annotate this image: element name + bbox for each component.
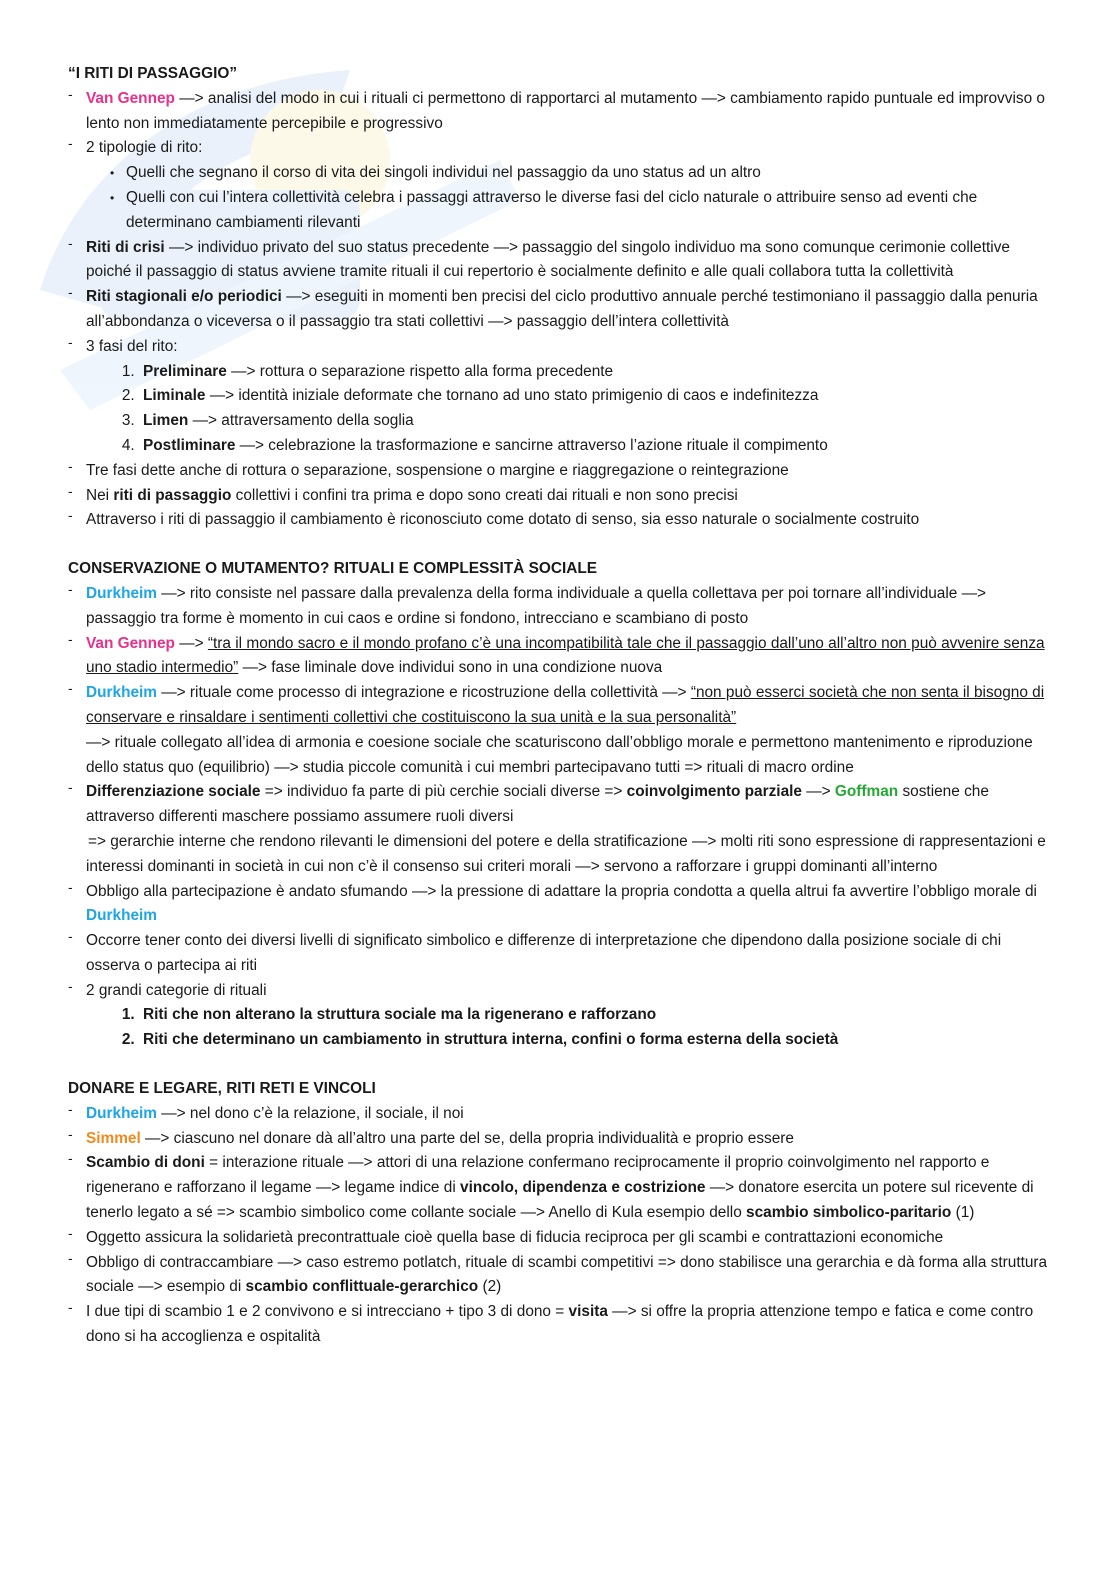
item-text: —> rituale come processo di integrazione e ricostruzione della collettività —> <box>157 684 691 702</box>
item-text: => gerarchie interne che rendono rilevanti le dimensioni del potere e della stratificazione —> molti riti sono espressione di rappresentazioni e interessi dominanti in società in cui non c’è il consenso sui criteri morali —> servono a rafforzare i gruppi dominanti all’interno <box>86 832 1046 875</box>
list-item <box>68 484 1053 509</box>
term: Postliminare <box>143 436 236 454</box>
item-text: —> <box>801 783 835 801</box>
section-title: DONARE E LEGARE, RITI RETI E VINCOLI <box>68 1080 376 1098</box>
item-text: —> rottura o separazione rispetto alla forma precedente <box>226 362 614 380</box>
term: visita <box>568 1303 608 1321</box>
item-text: Nei <box>86 486 114 504</box>
bullet-list <box>68 582 1053 1053</box>
quote: “non può esserci società che non senta il bisogno di conservare e rinsaldare i sentimenti collettivi che costituiscono la sua unità e la sua personalità” <box>86 684 1045 726</box>
list-item <box>68 285 1053 335</box>
item-text: —> individuo privato del suo status precedente —> passaggio del singolo individuo ma sono comunque cerimonie collettive poiché il passaggio di status avviene tramite rituali il cui repertorio è socialmente definito e alle quali collabora tutta la collettività <box>86 238 1010 281</box>
item-text: = interazione rituale —> attori di una relazione confermano reciprocamente il proprio coinvolgimento nel rapporto e rigenerano e rafforzano il legame —> legame indice di <box>86 1154 990 1197</box>
item-text: Obbligo alla partecipazione è andato sfumando —> la pressione di adattare la propria condotta a quella altrui fa avvertire l’obbligo morale di <box>86 882 1037 900</box>
list-item <box>68 136 1053 235</box>
item-text: (1) <box>951 1204 975 1222</box>
item-text: —> si offre la propria attenzione tempo e fatica e come contro dono si ha accoglienza e ospitalità <box>86 1303 1034 1346</box>
term: Riti stagionali e/o periodici <box>86 288 282 306</box>
sub-item: • Quelli con cui l’intera collettività celebra i passaggi attraverso le diverse fasi del ciclo naturale o attribuire senso ad eventi che determinano cambiamenti rilevanti <box>108 186 1053 236</box>
author-name: Durkheim <box>86 684 157 702</box>
list-item <box>68 880 1053 930</box>
list-item <box>68 335 1053 459</box>
sub-item: • Quelli che segnano il corso di vita dei singoli individui nel passaggio da uno status ad un altro <box>108 161 1053 186</box>
item-text: —> celebrazione la trasformazione e sancirne attraverso l’azione rituale il compimento <box>235 436 828 454</box>
list-item: - Occorre tener conto dei diversi livelli di significato simbolico e differenze di interpretazione che dipendono dalla posizione sociale di chi osserva o partecipa ai riti <box>68 929 1053 979</box>
section-title: CONSERVAZIONE O MUTAMENTO? RITUALI E COMPLESSITÀ SOCIALE <box>68 560 597 578</box>
bullet-list <box>68 87 1053 533</box>
item-text: => individuo fa parte di più cerchie sociali diverse => <box>260 783 627 801</box>
phase-item <box>139 384 1053 409</box>
list-item <box>68 780 1053 879</box>
quote: “tra il mondo sacro e il mondo profano c’è una incompatibilità tale che il passaggio dall’uno all’altro non può avvenire senza uno stadio intermedio” <box>86 634 1045 677</box>
item-text: sostiene che attraverso differenti maschere possiamo assumere ruoli diversi <box>86 783 989 826</box>
item-text: 2 grandi categorie di rituali <box>86 981 267 999</box>
term: Preliminare <box>143 362 227 380</box>
phase-item <box>139 434 1053 459</box>
item-text: Obbligo di contraccambiare —> caso estremo potlatch, rituale di scambi competitivi => dono stabilisce una gerarchia e dà forma alla struttura sociale —> esempio di <box>86 1253 1048 1296</box>
section-donare-e-legare <box>68 1077 1053 1350</box>
list-item <box>68 1151 1053 1225</box>
term: Differenziazione sociale <box>86 783 261 801</box>
author-name: Goffman <box>834 783 899 801</box>
term: vincolo, dipendenza e costrizione <box>460 1179 706 1197</box>
item-text: —> rituale collegato all’idea di armonia e coesione sociale che scaturiscono dall’obbligo morale e permettono mantenimento e riproduzione dello status quo (equilibrio) —> studia piccole comunità i cui membri partecipavano tutti => rituali di macro ordine <box>86 733 1033 776</box>
phase-item <box>139 360 1053 385</box>
term: scambio conflittuale-gerarchico <box>245 1278 479 1296</box>
item-text: —> nel dono c’è la relazione, il sociale, il noi <box>157 1104 464 1122</box>
sub-list <box>86 161 1053 235</box>
list-item <box>68 87 1053 137</box>
section-conservazione-mutamento <box>68 557 1053 1053</box>
list-item <box>68 582 1053 632</box>
item-text: I due tipi di scambio 1 e 2 convivono e si intrecciano + tipo 3 di dono = <box>86 1303 569 1321</box>
list-item <box>68 1127 1053 1152</box>
term: Liminale <box>143 387 206 405</box>
term: riti di passaggio <box>113 486 232 504</box>
section-riti-di-passaggio <box>68 62 1053 533</box>
phase-item <box>139 409 1053 434</box>
list-item <box>68 681 1053 780</box>
author-name: Durkheim <box>86 584 157 602</box>
list-item: - Tre fasi dette anche di rottura o separazione, sospensione o margine e riaggregazione o reintegrazione <box>68 459 1053 484</box>
item-text: collettivi i confini tra prima e dopo sono creati dai rituali e non sono precisi <box>231 486 738 504</box>
category-item: 2. Riti che determinano un cambiamento in struttura interna, confini o forma esterna della società <box>139 1028 1053 1053</box>
list-item <box>68 1102 1053 1127</box>
list-item: - Oggetto assicura la solidarietà precontrattuale cioè quella base di fiducia reciproca per gli scambi e contrattazioni economiche <box>68 1226 1053 1251</box>
term: coinvolgimento parziale <box>626 783 802 801</box>
document-page <box>68 62 1053 1374</box>
list-item <box>68 236 1053 286</box>
category-item: 1. Riti che non alterano la struttura sociale ma la rigenerano e rafforzano <box>139 1003 1053 1028</box>
item-text: —> rito consiste nel passare dalla prevalenza della forma individuale a quella collettava per poi tornare all’individuale —> passaggio tra forme è momento in cui caos e ordine si fondono, intrecciano e scambiano di posto <box>86 584 987 627</box>
author-name: Durkheim <box>86 907 157 925</box>
term: Riti di crisi <box>86 238 165 256</box>
list-item <box>68 1251 1053 1301</box>
list-item <box>68 632 1053 682</box>
section-title: “I RITI DI PASSAGGIO” <box>68 65 238 82</box>
term: Limen <box>143 412 189 430</box>
bullet-list <box>68 1102 1053 1350</box>
item-text: 3 fasi del rito: <box>86 337 178 355</box>
phases-list <box>86 360 1053 459</box>
list-item <box>68 979 1053 1053</box>
author-name: Durkheim <box>86 1104 157 1122</box>
item-text: 2 tipologie di rito: <box>86 139 203 157</box>
list-item: - Attraverso i riti di passaggio il cambiamento è riconosciuto come dotato di senso, sia esso naturale o socialmente costruito <box>68 508 1053 533</box>
item-text: —> analisi del modo in cui i rituali ci permettono di rapportarci al mutamento —> cambiamento rapido puntuale ed improvviso o lento non immediatamente percepibile e progressivo <box>86 89 1045 132</box>
item-text: —> donatore esercita un potere sul ricevente di tenerlo legato a sé => scambio simbolico come collante sociale —> Anello di Kula esempio dello <box>86 1179 1034 1222</box>
term: scambio simbolico-paritario <box>746 1204 952 1222</box>
author-name: Simmel <box>86 1129 141 1147</box>
item-text: —> identità iniziale deformate che tornano ad uno stato primigenio di caos e indefinitezza <box>205 387 819 405</box>
item-text: —> eseguiti in momenti ben precisi del ciclo produttivo annuale perché testimoniano il passaggio dalla penuria all’abbondanza o viceversa o il passaggio tra stati collettivi —> passaggio dell’intera collettività <box>86 288 1038 330</box>
item-text: (2) <box>478 1278 502 1296</box>
categories-list <box>86 1003 1053 1053</box>
author-name: Van Gennep <box>86 89 175 107</box>
item-text: —> fase liminale dove individui sono in una condizione nuova <box>238 659 663 677</box>
item-text: —> ciascuno nel donare dà all’altro una parte del se, della propria individualità e proprio essere <box>140 1129 794 1147</box>
list-item <box>68 1300 1053 1350</box>
item-text: —> <box>174 634 208 652</box>
term: Scambio di doni <box>86 1154 205 1172</box>
author-name: Van Gennep <box>86 634 175 652</box>
item-text: —> attraversamento della soglia <box>188 412 414 430</box>
